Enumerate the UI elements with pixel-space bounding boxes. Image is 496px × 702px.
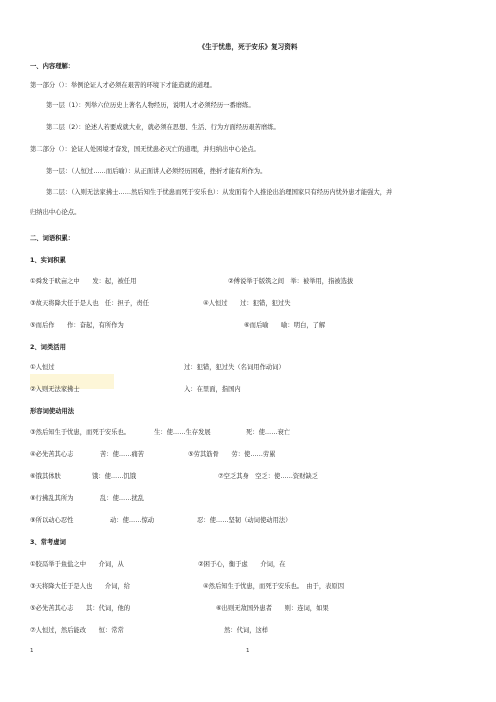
sub-heading-function-words: 3、常考虚词 (30, 539, 66, 546)
content-word-item: ①舜发于畎亩之中 发：起，被任用 (30, 278, 137, 285)
causative-item: 忍：使……坚韧（动词使动用法） (197, 517, 292, 524)
content-word-item: ③故天将降大任于是人也 任：担子，责任 (30, 300, 149, 307)
function-word-item: ⑤必先苦其心志 其：代词，他的 (30, 605, 131, 612)
sub-heading-word-class: 2、词类活用 (30, 344, 66, 351)
causative-item: 动：使……惊动 (110, 517, 155, 524)
causative-item: 死：使……衰亡 (246, 429, 291, 436)
function-word-item: ①胶鬲举于鱼盐之中 介词，从 (30, 561, 124, 568)
causative-item: 乱：使……扰乱 (100, 495, 145, 502)
document-title: 《生于忧患，死于安乐》复习资料 (198, 43, 298, 51)
causative-item: 苦：使……痛苦 (100, 451, 145, 458)
causative-item: ⑨所以动心忍性 (30, 517, 74, 524)
function-word-item: ③天将降大任于是人也 介词，给 (30, 583, 131, 590)
section-heading-vocab: 二、词语积累： (30, 235, 75, 242)
causative-item: ⑥饿其体肤 (30, 473, 61, 480)
sub-heading-content-words: 1、实词积累 (30, 257, 66, 264)
causative-usage-label: 形容词使动用法 (30, 408, 75, 415)
part2-layer1-text: 第一层：（人恒过……而后喻）：从正面讲人必须经历困难，挫折才能有所作为。 (46, 168, 267, 175)
function-word-item: ⑥出则无敌国外患者 则：连词，如果 (216, 605, 329, 612)
footer-page-center: 1 (246, 648, 250, 654)
function-word-item: 然：代词，这样 (224, 627, 269, 634)
word-class-item: 入：在里面，指国内 (184, 386, 241, 393)
content-word-item: ④人恒过 过：犯错，犯过失 (203, 300, 291, 307)
section-heading-content: 一、内容理解： (30, 63, 75, 70)
content-word-item: ②傅说举于版筑之间 举：被举用，指被选拔 (228, 278, 354, 285)
causative-item: ③然后知生于忧患，而死于安乐也。 (30, 429, 131, 436)
causative-item: 饿：使……饥饿 (92, 473, 137, 480)
word-class-item: ①人恒过 (30, 364, 55, 371)
layer1-text: 第一层（1）：列举六位历史上著名人物经历，说明人才必须经历一番磨练。 (46, 102, 255, 109)
part2-text: 第二部分（）：论证人处困境才奋发，国无忧患必灭亡的道理，并归纳出中心论点。 (30, 146, 260, 153)
footer-page-left: 1 (30, 648, 34, 654)
causative-item: ⑤劳其筋骨 劳：使……劳累 (188, 451, 276, 458)
causative-item: ⑧行拂乱其所为 (30, 495, 74, 502)
causative-item: 生：使……生存发展 (154, 429, 211, 436)
function-word-item: ②困于心，衡于虑 介词，在 (198, 561, 286, 568)
part1-text: 第一部分（）：举例论证人才必须在艰苦的环境下才能造就的道理。 (30, 82, 216, 89)
word-class-item: 过：犯错，犯过失（名词用作动词） (184, 364, 285, 371)
causative-item: ④必先苦其心志 (30, 451, 74, 458)
content-word-item: ⑤而后作 作：奋起，有所作为 (30, 322, 124, 329)
part2-layer2-text-cont: 归纳出中心论点。 (30, 209, 81, 216)
word-class-item: ②入则无法家拂士 (30, 386, 80, 393)
layer2-text: 第二层（2）：论述人若要成就大业，就必须在思想、生活、行为方面经历艰苦磨练。 (46, 124, 280, 131)
part2-layer2-text: 第二层：（入则无法家拂士……然后知生于忧患而死于安乐也）：从发面有个人推论出治理国家只有经历内忧外患才能强大，并 (46, 189, 393, 196)
causative-item: ⑦空乏其身 空乏：使……资财缺乏 (218, 473, 319, 480)
function-word-item: ④然后知生于忧患，而死于安乐也。 由于，表原因 (203, 583, 345, 590)
content-word-item: ⑥而后喻 喻：明白，了解 (244, 322, 326, 329)
function-word-item: ⑦人恒过，然后能改 恒：常常 (30, 627, 124, 634)
